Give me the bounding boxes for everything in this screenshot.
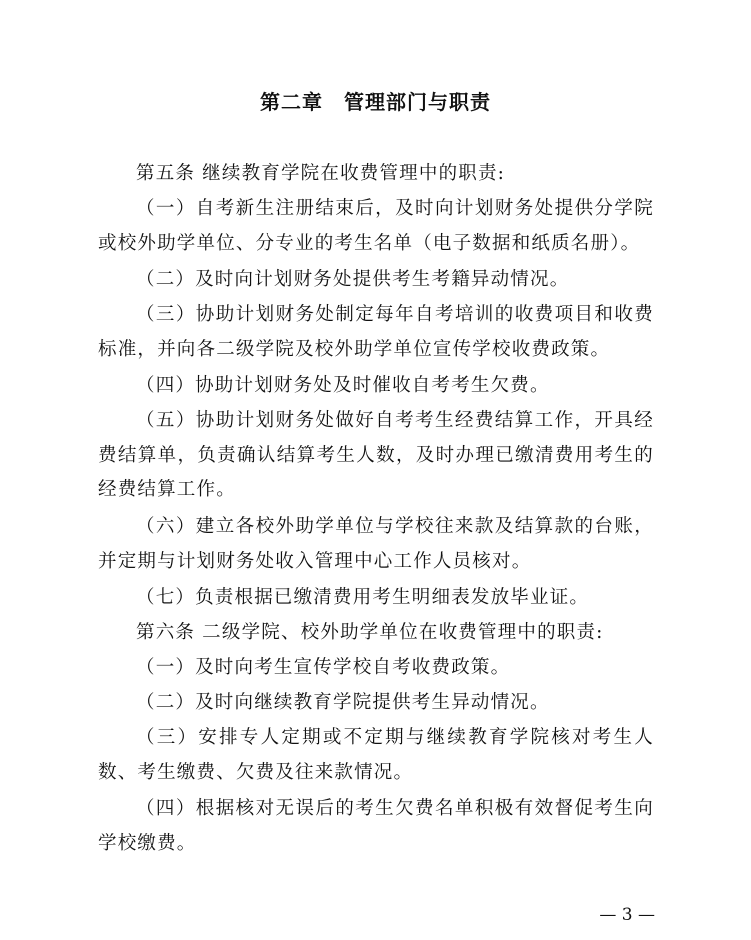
page-number: — 3 — bbox=[599, 905, 655, 925]
article-5-item-7: （七）负责根据已缴清费用考生明细表发放毕业证。 bbox=[136, 587, 590, 608]
chapter-title: 第二章 管理部门与职责 bbox=[260, 90, 491, 114]
article-6-item-4: （四）根据核对无误后的考生欠费名单积极有效督促考生向学校缴费。 bbox=[98, 798, 654, 854]
article-5-item-4: （四）协助计划财务处及时催收自考考生欠费。 bbox=[136, 375, 550, 396]
article-6-item-2: （二）及时向继续教育学院提供考生异动情况。 bbox=[136, 692, 550, 713]
article-6-heading: 第六条 二级学院、校外助学单位在收费管理中的职责: bbox=[136, 622, 604, 643]
article-6-item-3: （三）安排专人定期或不定期与继续教育学院核对考生人数、考生缴费、欠费及往来款情况。 bbox=[98, 727, 654, 783]
article-5-item-2: （二）及时向计划财务处提供考生考籍异动情况。 bbox=[136, 269, 570, 290]
article-5-heading: 第五条 继续教育学院在收费管理中的职责: bbox=[136, 163, 506, 184]
article-5-item-6: （六）建立各校外助学单位与学校往来款及结算款的台账，并定期与计划财务处收入管理中心工作人员核对。 bbox=[98, 516, 654, 572]
article-5-item-5: （五）协助计划财务处做好自考考生经费结算工作，开具经费结算单，负责确认结算考生人数，及时办理已缴清费用考生的经费结算工作。 bbox=[98, 410, 654, 500]
article-5-item-1: （一）自考新生注册结束后，及时向计划财务处提供分学院或校外助学单位、分专业的考生名单（电子数据和纸质名册）。 bbox=[98, 198, 654, 254]
article-6-item-1: （一）及时向考生宣传学校自考收费政策。 bbox=[136, 657, 511, 678]
article-5-item-3: （三）协助计划财务处制定每年自考培训的收费项目和收费标准，并向各二级学院及校外助学单位宣传学校收费政策。 bbox=[98, 304, 654, 360]
